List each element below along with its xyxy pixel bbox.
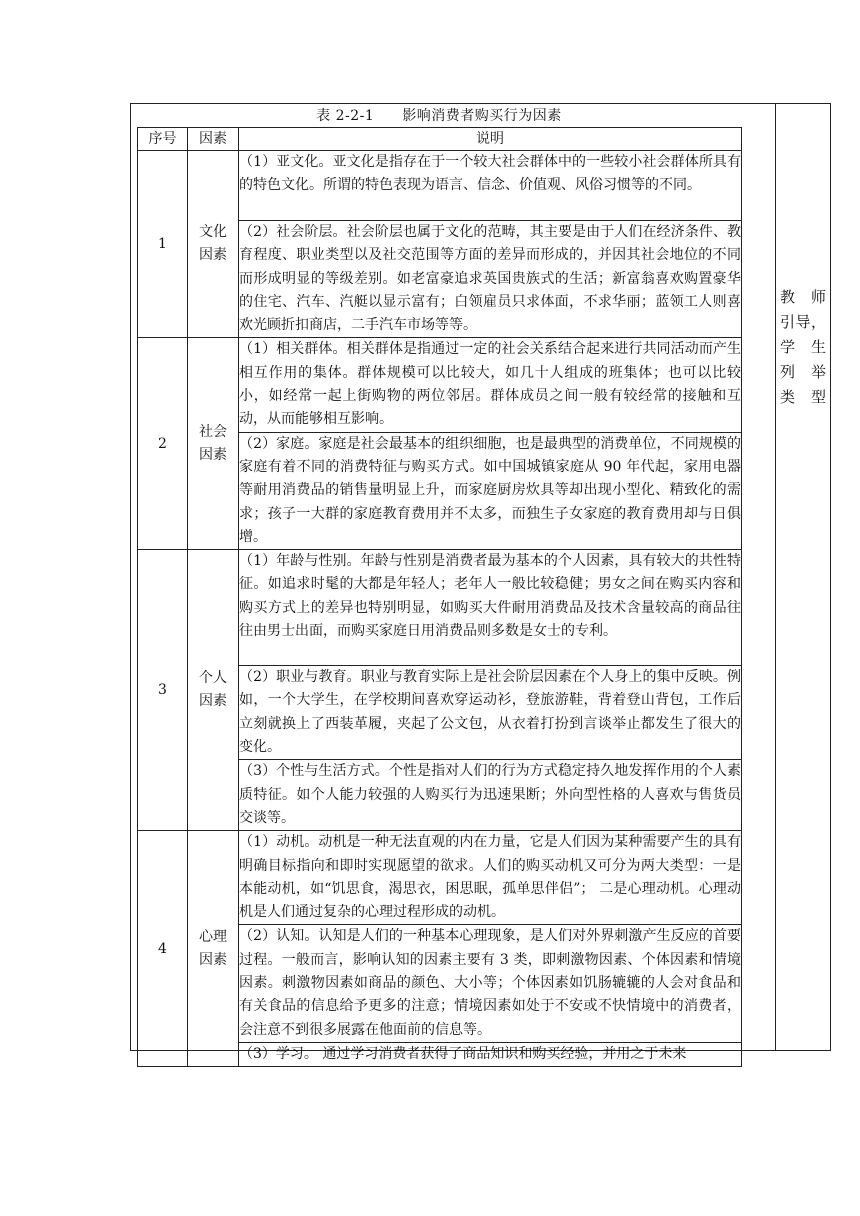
table-row — [138, 338, 742, 432]
table-row — [138, 151, 742, 221]
caption-number: 表 2-2-1 — [316, 108, 375, 124]
desc-cell: （1）动机。动机是一种无法直观的内在力量，它是人们因为某种需要产生的具有明确目标指向和即时实现愿望的欲求。人们的购买动机又可分为两大类型：一是本能动机，如“饥思食，渴思衣，困思眠，孤单思伴侣”； 二是心理动机。心理动机是人们通过复杂的心理过程形成的动机。 — [239, 831, 742, 925]
desc-cell: （2）认知。认知是人们的一种基本心理现象，是人们对外界刺激产生反应的首要过程。一般而言，影响认知的因素主要有 3 类，即刺激物因素、个体因素和情境因素。刺激物因素如商品的颜色、大小等；个体因素如饥肠辘辘的人会对食品和有关食品的信息给予更多的注意；情境因素如处于不安或不快情境中的消费者，会注意不到很多展露在他面前的信息等。 — [239, 925, 742, 1042]
factor-label: 文化 — [199, 224, 227, 241]
seq-cell: 1 — [138, 151, 188, 338]
table-row — [138, 550, 742, 666]
factor-label: 社会 — [199, 423, 227, 440]
desc-cell: （2）社会阶层。社会阶层也属于文化的范畴，其主要是由于人们在经济条件、教育程度、职业类型以及社交范围等方面的差异而形成的，并因其社会地位的不同而形成明显的等级差别。如老富豪追求英国贵族式的生活；新富翁喜欢购置豪华的住宅、汽车、汽艇以显示富有；白领雇员只求体面，不求华丽；蓝领工人则喜欢光顾折扣商店，二手汽车市场等等。 — [239, 221, 742, 338]
desc-cell: （2）职业与教育。职业与教育实际上是社会阶层因素在个人身上的集中反映。例如，一个大学生，在学校期间喜欢穿运动衫，登旅游鞋，背着登山背包，工作后立刻就换上了西装革履，夹起了公文包，从衣着打扮到言谈举止都发生了很大的变化。 — [239, 666, 742, 760]
factor-label: 因素 — [199, 446, 227, 463]
header-seq: 序号 — [138, 128, 188, 151]
factor-label: 心理 — [199, 928, 227, 945]
side-note-line: 引导， — [780, 313, 826, 331]
factor-label: 因素 — [199, 693, 227, 710]
seq-cell: 4 — [138, 831, 188, 1067]
factor-label: 因素 — [199, 951, 227, 968]
desc-cell: （1）相关群体。相关群体是指通过一定的社会关系结合起来进行共同活动而产生相互作用的集体。群体规模可以比较大，如几十人组成的班集体；也可以比较小，如经常一起上街购物的两位邻居。群体成员之间一般有较经常的接触和互动，从而能够相互影响。 — [239, 338, 742, 432]
factor-label: 因素 — [199, 247, 227, 264]
table-caption — [137, 107, 741, 125]
table-row — [138, 831, 742, 925]
desc-cell: （3）学习。 通过学习消费者获得了商品知识和购买经验，并用之于未来 — [239, 1042, 742, 1066]
header-row — [138, 128, 742, 151]
side-note-line: 类型 — [780, 388, 826, 406]
desc-cell: （1）年龄与性别。年龄与性别是消费者最为基本的个人因素，具有较大的共性特征。如追求时髦的大都是年轻人；老年人一般比较稳健；男女之间在购买内容和购买方式上的差异也特别明显，如购买大件耐用消费品及技术含量较高的商品往往由男士出面，而购买家庭日用消费品则多数是女士的专利。 — [239, 550, 742, 666]
factor-cell — [188, 151, 239, 338]
header-desc: 说明 — [239, 128, 742, 151]
caption-title: 影响消费者购买行为因素 — [402, 108, 562, 124]
column-divider — [775, 103, 776, 1051]
side-note — [780, 285, 826, 410]
side-note-line: 列举 — [780, 363, 826, 381]
header-factor: 因素 — [188, 128, 239, 151]
factor-cell — [188, 550, 239, 831]
factors-table — [137, 127, 742, 1067]
side-note-line: 学生 — [780, 338, 826, 356]
desc-cell: （2）家庭。家庭是社会最基本的组织细胞，也是最典型的消费单位，不同规模的家庭有着不同的消费特征与购买方式。如中国城镇家庭从 90 年代起，家用电器等耐用消费品的销售量明显上升，而家庭厨房炊具等却出现小型化、精致化的需求；孩子一大群的家庭教育费用并不太多，而独生子女家庭的教育费用却与日俱增。 — [239, 432, 742, 549]
desc-cell: （1）亚文化。亚文化是指存在于一个较大社会群体中的一些较小社会群体所具有的特色文化。所谓的特色表现为语言、信念、价值观、风俗习惯等的不同。 — [239, 151, 742, 221]
desc-cell: （3）个性与生活方式。个性是指对人们的行为方式稳定持久地发挥作用的个人素质特征。如个人能力较强的人购买行为迅速果断；外向型性格的人喜欢与售货员交谈等。 — [239, 760, 742, 831]
factor-cell — [188, 831, 239, 1067]
side-note-line: 教师 — [780, 288, 826, 306]
seq-cell: 2 — [138, 338, 188, 550]
seq-cell: 3 — [138, 550, 188, 831]
factor-cell — [188, 338, 239, 550]
factor-label: 个人 — [199, 670, 227, 687]
